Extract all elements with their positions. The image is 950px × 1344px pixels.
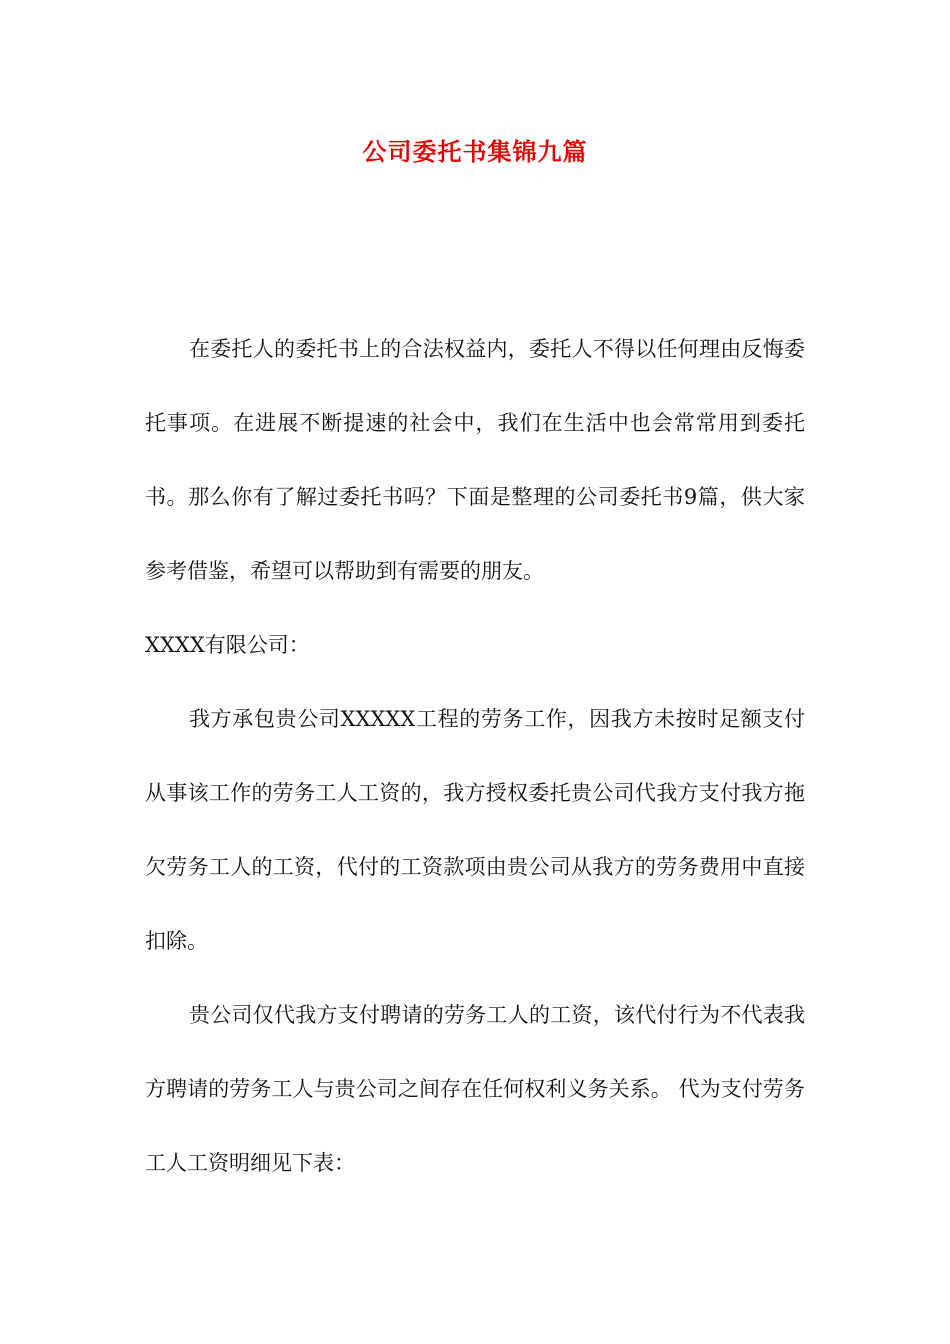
body-paragraph-2: 贵公司仅代我方支付聘请的劳务工人的工资，该代付行为不代表我方聘请的劳务工人与贵公司之间存在任何权利义务关系。 代为支付劳务工人工资明细见下表： (145, 1003, 805, 1175)
document-body (145, 312, 805, 1200)
intro-paragraph: 在委托人的委托书上的合法权益内，委托人不得以任何理由反悔委托事项。在进展不断提速的社会中，我们在生活中也会常常用到委托书。那么你有了解过委托书吗？下面是整理的公司委托书9篇，供大家参考借鉴，希望可以帮助到有需要的朋友。 (145, 337, 805, 583)
salutation: XXXX有限公司： (145, 633, 310, 657)
page-title: 公司委托书集锦九篇 (362, 137, 588, 166)
body-paragraph-1: 我方承包贵公司XXXXX工程的劳务工作，因我方未按时足额支付从事该工作的劳务工人工资的，我方授权委托贵公司代我方支付我方拖欠劳务工人的工资，代付的工资款项由贵公司从我方的劳务费用中直接扣除。 (145, 707, 805, 953)
